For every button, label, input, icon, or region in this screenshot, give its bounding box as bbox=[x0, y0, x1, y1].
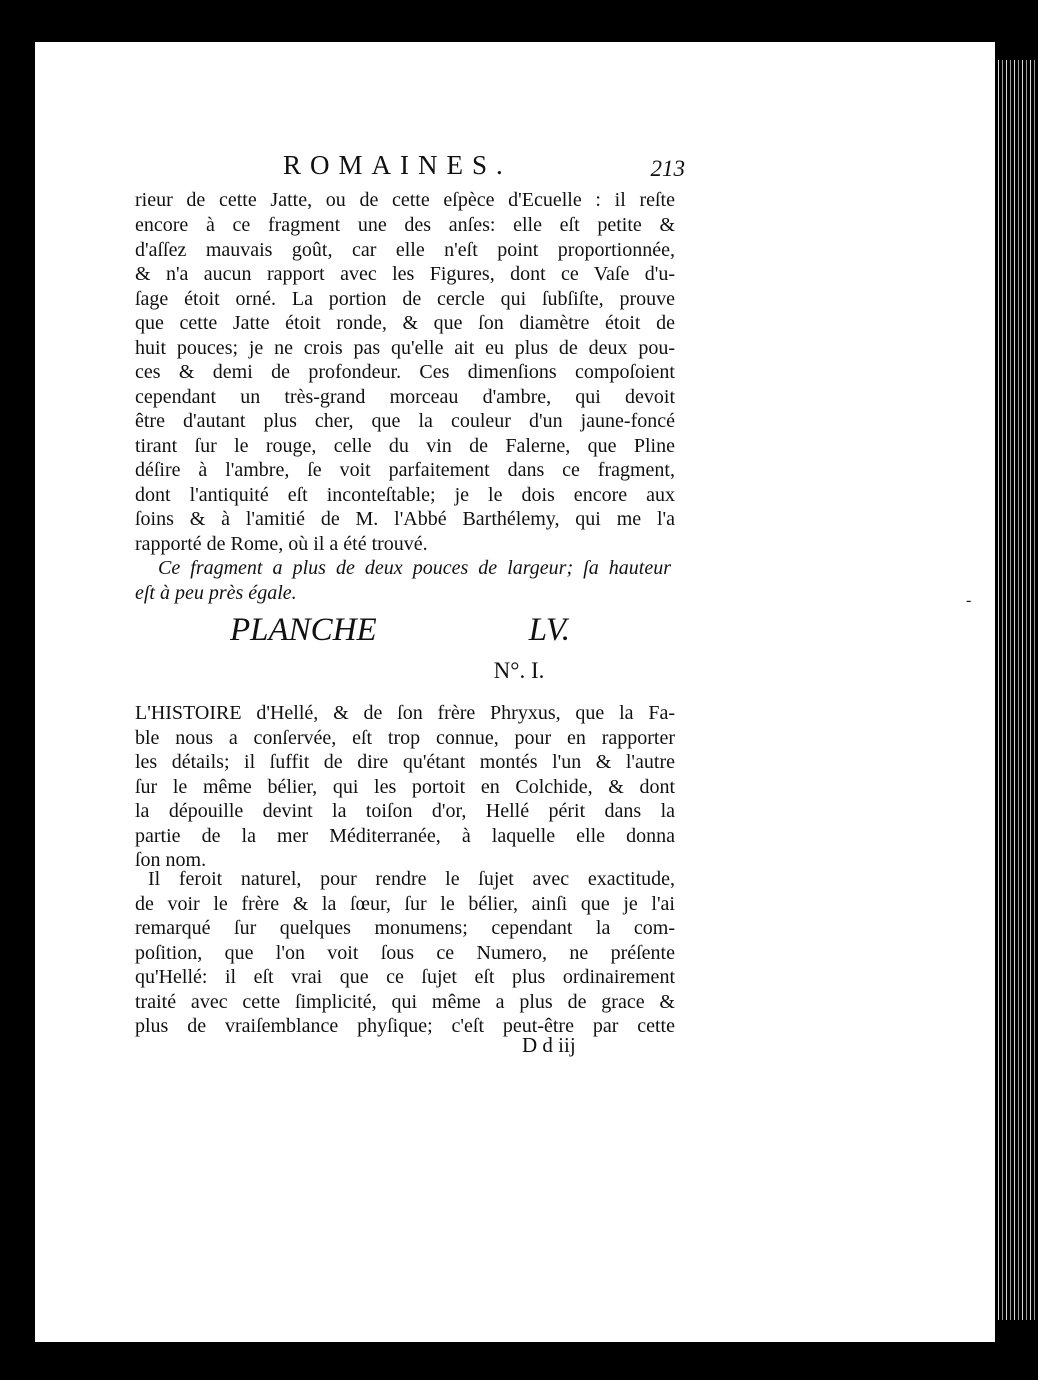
text-line: cependant un très-grand morceau d'ambre, qui devoit bbox=[135, 386, 675, 408]
text-line: d'aſſez mauvais goût, car elle n'eſt point proportionnée, bbox=[135, 239, 675, 261]
section-number: N°. I. bbox=[493, 658, 545, 683]
running-header bbox=[250, 150, 685, 184]
text-line: rapporté de Rome, où il a été trouvé. bbox=[135, 533, 428, 555]
page-edge-binding bbox=[995, 60, 1038, 1320]
text-line: L'HISTOIRE d'Hellé, & de ſon frère Phryxus, que la Fa- bbox=[135, 702, 675, 724]
text-line: de voir le frère & la ſœur, ſur le bélier, ainſi que je l'ai bbox=[135, 893, 675, 915]
text-line: partie de la mer Méditerranée, à laquelle elle donna bbox=[135, 825, 675, 847]
page-number: 213 bbox=[650, 156, 685, 181]
text-line: encore à ce fragment une des anſes: elle eſt petite & bbox=[135, 214, 675, 236]
text-line: ſage étoit orné. La portion de cercle qui ſubſiſte, prouve bbox=[135, 288, 675, 310]
text-line: traité avec cette ſimplicité, qui même a plus de grace & bbox=[135, 991, 675, 1013]
text-line: ſon nom. bbox=[135, 849, 207, 871]
dimensions-note: eſt à peu près égale. bbox=[135, 582, 297, 604]
text-line: dont l'antiquité eſt inconteſtable; je le dois encore aux bbox=[135, 484, 675, 506]
dimensions-note: Ce fragment a plus de deux pouces de largeur; ſa hauteur bbox=[158, 557, 671, 579]
text-line: ble nous a conſervée, eſt trop connue, pour en rapporter bbox=[135, 727, 675, 749]
text-line: la dépouille devint la toiſon d'or, Hellé périt dans la bbox=[135, 800, 675, 822]
plate-heading: PLANCHE LV. bbox=[230, 612, 570, 648]
running-title: ROMAINES. bbox=[283, 150, 512, 180]
text-line: huit pouces; je ne crois pas qu'elle ait eu plus de deux pou- bbox=[135, 337, 675, 359]
text-line: les détails; il ſuffit de dire qu'étant montés l'un & l'autre bbox=[135, 751, 675, 773]
text-line: ſur le même bélier, qui les portoit en Colchide, & dont bbox=[135, 776, 675, 798]
text-line: Il feroit naturel, pour rendre le ſujet avec exactitude, bbox=[148, 868, 675, 890]
text-line: poſition, que l'on voit ſous ce Numero, ne préſente bbox=[135, 942, 675, 964]
signature-mark: D d iij bbox=[522, 1033, 576, 1057]
text-line: tirant ſur le rouge, celle du vin de Falerne, que Pline bbox=[135, 435, 675, 457]
text-line: ces & demi de profondeur. Ces dimenſions compoſoient bbox=[135, 361, 675, 383]
text-line: rieur de cette Jatte, ou de cette eſpèce d'Ecuelle : il reſte bbox=[135, 189, 675, 211]
text-line: ſoins & à l'amitié de M. l'Abbé Barthélemy, qui me l'a bbox=[135, 508, 675, 530]
margin-mark: - bbox=[966, 592, 972, 609]
text-line: plus de vraiſemblance phyſique; c'eſt peut-être par cette bbox=[135, 1015, 675, 1037]
text-line: & n'a aucun rapport avec les Figures, dont ce Vaſe d'u- bbox=[135, 263, 675, 285]
text-line: déſire à l'ambre, ſe voit parfaitement dans ce fragment, bbox=[135, 459, 675, 481]
text-line: être d'autant plus cher, que la couleur d'un jaune-foncé bbox=[135, 410, 675, 432]
text-line: qu'Hellé: il eſt vrai que ce ſujet eſt plus ordinairement bbox=[135, 966, 675, 988]
text-line: remarqué ſur quelques monumens; cependant la com- bbox=[135, 917, 675, 939]
text-line: que cette Jatte étoit ronde, & que ſon diamètre étoit de bbox=[135, 312, 675, 334]
